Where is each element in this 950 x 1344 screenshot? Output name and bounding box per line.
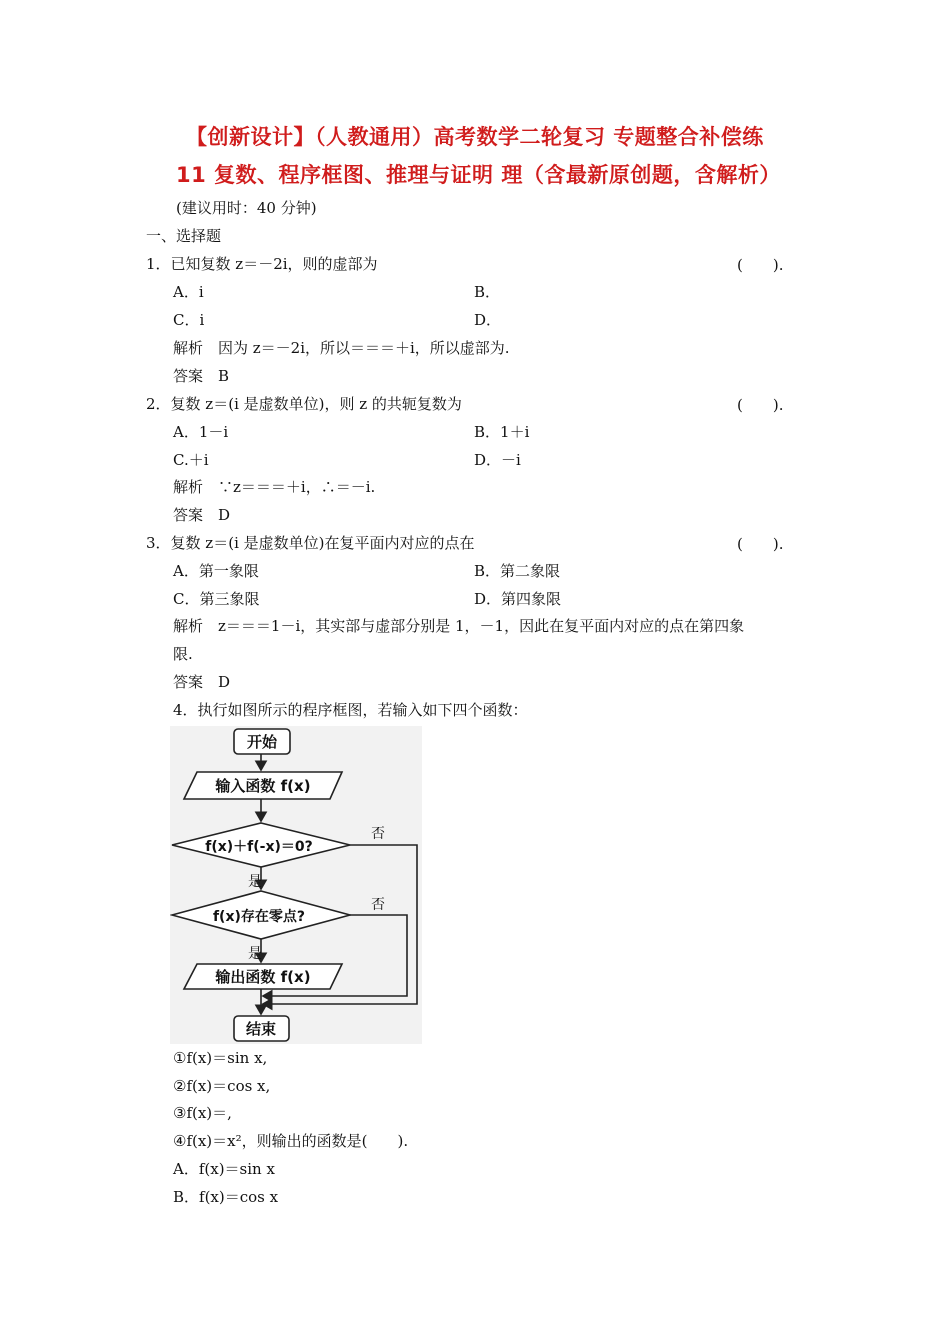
q3-option-d: D．第四象限	[474, 590, 562, 608]
q4-stem: 4．执行如图所示的程序框图，若输入如下四个函数：	[173, 701, 528, 719]
start-label: 开始	[246, 733, 278, 751]
decision1-label: f(x)＋f(-x)＝0?	[205, 839, 313, 855]
decision2-label: f(x)存在零点?	[212, 909, 306, 925]
q3-analysis: 解析 z＝＝＝1－i，其实部与虚部分别是 1，－1，因此在复平面内对应的点在第四象	[173, 617, 745, 635]
q4-option-b: B．f(x)＝cos x	[173, 1188, 279, 1206]
q3-answer: 答案 D	[173, 673, 231, 691]
q1-stem: 1．已知复数 z＝－2i，则的虚部为	[146, 255, 378, 273]
doc-title-line1: 【创新设计】（人教通用）高考数学二轮复习 专题整合补偿练	[186, 125, 764, 149]
q3-option-b: B．第二象限	[474, 562, 561, 580]
q2-option-b: B．1＋i	[474, 423, 530, 441]
section-heading: 一、选择题	[146, 227, 222, 245]
decision1-yes-label: 是	[248, 874, 262, 890]
q2-answer: 答案 D	[173, 506, 231, 524]
q1-analysis: 解析 因为 z＝－2i，所以＝＝＝＋i，所以虚部为.	[173, 339, 510, 357]
output-label: 输出函数 f(x)	[215, 968, 311, 986]
q2-stem: 2．复数 z＝(i 是虚数单位)，则 z 的共轭复数为	[146, 395, 462, 413]
q4-item-2: ②f(x)＝cos x,	[173, 1077, 271, 1095]
input-label: 输入函数 f(x)	[215, 777, 311, 795]
q4-item-3: ③f(x)＝,	[173, 1104, 232, 1122]
q1-option-a: A．i	[173, 283, 204, 301]
q1-answer: 答案 B	[173, 367, 230, 385]
q4-item-1: ①f(x)＝sin x,	[173, 1049, 268, 1067]
q2-option-a: A．1－i	[173, 423, 229, 441]
doc-title-line2: 11 复数、程序框图、推理与证明 理（含最新原创题，含解析）	[176, 163, 781, 187]
q3-analysis-cont: 限.	[173, 645, 193, 663]
q3-answer-blank: ( ).	[737, 535, 784, 553]
time-hint: (建议用时：40 分钟)	[176, 199, 317, 217]
decision1-no-label: 否	[371, 826, 385, 842]
q1-option-d: D．	[474, 311, 502, 329]
decision2-yes-label: 是	[248, 946, 262, 962]
q2-answer-blank: ( ).	[737, 396, 784, 414]
q1-answer-blank: ( ).	[737, 256, 784, 274]
q3-option-c: C．第三象限	[173, 590, 260, 608]
q3-option-a: A．第一象限	[173, 562, 259, 580]
decision2-no-label: 否	[371, 897, 385, 913]
end-label: 结束	[245, 1020, 277, 1038]
q1-option-c: C．i	[173, 311, 205, 329]
q2-analysis: 解析 ∵z＝＝＝＋i，∴＝－i.	[173, 478, 376, 496]
q2-option-d: D．－i	[474, 451, 521, 469]
program-flowchart	[170, 726, 422, 1044]
q4-item-4: ④f(x)＝x²，则输出的函数是( ).	[173, 1132, 409, 1150]
q4-option-a: A．f(x)＝sin x	[173, 1160, 275, 1178]
q2-option-c: C.＋i	[173, 451, 209, 469]
q1-option-b: B．	[474, 283, 501, 301]
q3-stem: 3．复数 z＝(i 是虚数单位)在复平面内对应的点在	[146, 534, 475, 552]
